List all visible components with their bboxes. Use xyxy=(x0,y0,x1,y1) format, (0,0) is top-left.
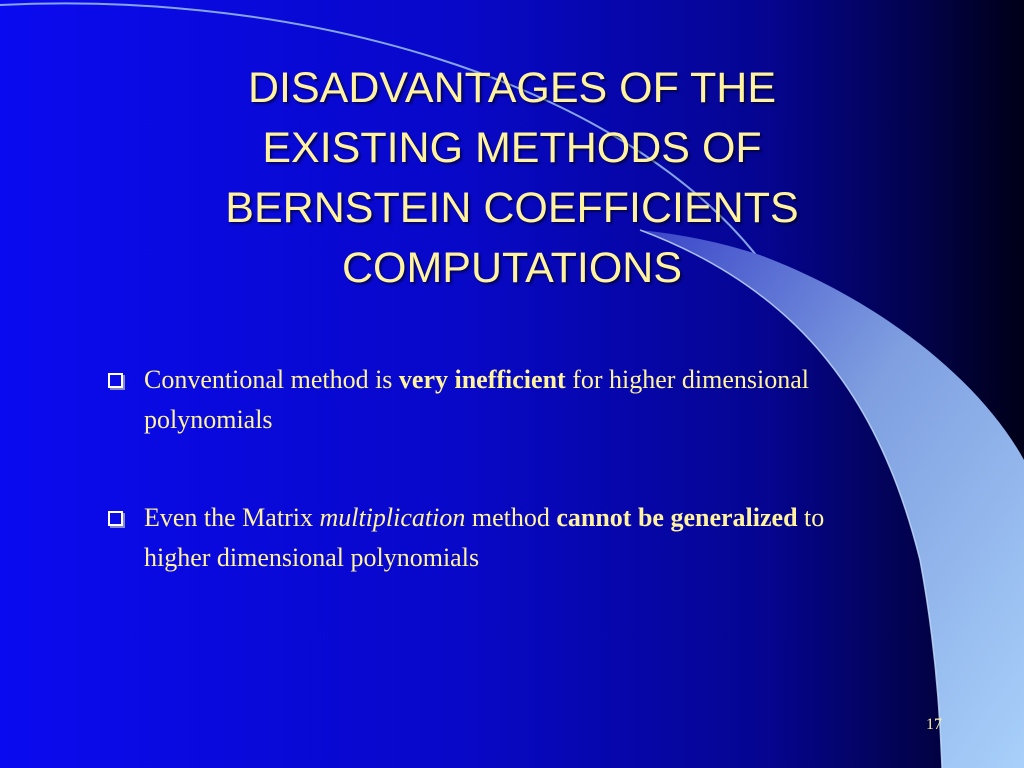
bullet-2-text-end: to higher dimensional polynomials xyxy=(144,503,825,572)
bullet-list xyxy=(106,360,846,636)
bullet-2-text-mid: method xyxy=(465,503,557,532)
page-number: 17 xyxy=(926,716,942,733)
bullet-2-italic: multiplication xyxy=(319,503,466,532)
title-line-4: COMPUTATIONS xyxy=(341,244,682,292)
bullet-item-matrix xyxy=(106,498,846,578)
bullet-1-text: Conventional method is xyxy=(144,365,399,394)
square-bullet-icon xyxy=(108,511,123,526)
bullet-2-text: Even the Matrix xyxy=(144,503,320,532)
square-bullet-icon xyxy=(108,373,123,388)
slide-title xyxy=(120,58,904,298)
title-line-3: BERNSTEIN COEFFICIENTS xyxy=(225,184,799,232)
bullet-2-emphasis: cannot be generalized xyxy=(556,503,798,532)
bullet-item-conventional xyxy=(106,360,846,440)
bullet-1-text-end: for higher dimensional polynomials xyxy=(144,365,810,434)
title-line-2: EXISTING METHODS OF xyxy=(262,124,762,172)
title-line-1: DISADVANTAGES OF THE xyxy=(247,64,777,112)
bullet-1-emphasis: very inefficient xyxy=(398,365,566,394)
